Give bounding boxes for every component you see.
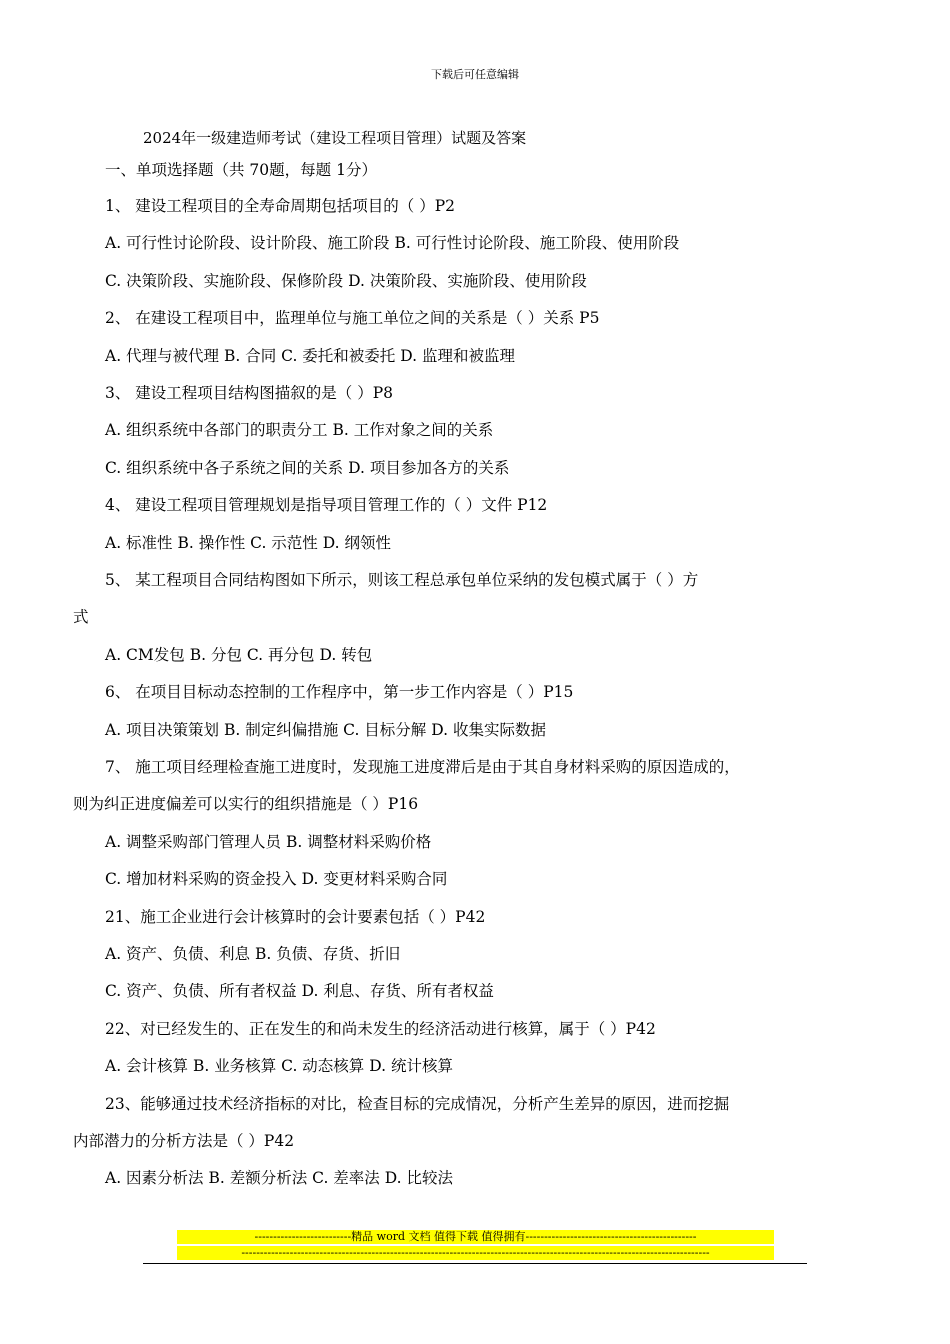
footer-banner-text: --------------------------精品 word 文档 值得下载 值得拥有---------------------------------------------- <box>177 1230 774 1244</box>
question-line: C. 组织系统中各子系统之间的关系 D. 项目参加各方的关系 <box>105 459 510 477</box>
question-line: A. 项目决策策划 B. 制定纠偏措施 C. 目标分解 D. 收集实际数据 <box>105 721 546 739</box>
question-continuation: 式 <box>73 608 89 626</box>
question-line: C. 增加材料采购的资金投入 D. 变更材料采购合同 <box>105 870 448 888</box>
question-line: A. 组织系统中各部门的职责分工 B. 工作对象之间的关系 <box>105 421 494 439</box>
question-continuation: 则为纠正进度偏差可以实行的组织措施是（ ）P16 <box>73 795 419 813</box>
question-line: C. 资产、负债、所有者权益 D. 利息、存货、所有者权益 <box>105 982 494 1000</box>
question-continuation: 内部潜力的分析方法是（ ）P42 <box>73 1132 295 1150</box>
question-line: 22、对已经发生的、正在发生的和尚未发生的经济活动进行核算，属于（ ）P42 <box>105 1020 656 1038</box>
question-line: A. 因素分析法 B. 差额分析法 C. 差率法 D. 比较法 <box>105 1169 453 1187</box>
question-line: A. 调整采购部门管理人员 B. 调整材料采购价格 <box>105 833 432 851</box>
footer-divider <box>143 1263 807 1264</box>
question-line: 3、 建设工程项目结构图描叙的是（ ）P8 <box>105 384 394 402</box>
question-line: 23、能够通过技术经济指标的对比，检查目标的完成情况，分析产生差异的原因，进而挖掘 <box>105 1095 730 1113</box>
question-line: A. 标准性 B. 操作性 C. 示范性 D. 纲领性 <box>105 534 391 552</box>
question-line: 2、 在建设工程项目中，监理单位与施工单位之间的关系是（ ）关系 P5 <box>105 309 600 327</box>
question-line: 6、 在项目目标动态控制的工作程序中，第一步工作内容是（ ）P15 <box>105 683 574 701</box>
page-header-note: 下载后可任意编辑 <box>431 68 519 81</box>
question-line: A. CM发包 B. 分包 C. 再分包 D. 转包 <box>105 646 373 664</box>
question-line: 5、 某工程项目合同结构图如下所示，则该工程总承包单位采纳的发包模式属于（ ）方 <box>105 571 699 589</box>
question-line: 4、 建设工程项目管理规划是指导项目管理工作的（ ）文件 P12 <box>105 496 548 514</box>
section-heading: 一、单项选择题（共 70题，每题 1分） <box>105 161 377 179</box>
question-line: 21、施工企业进行会计核算时的会计要素包括（ ）P42 <box>105 908 486 926</box>
question-line: A. 会计核算 B. 业务核算 C. 动态核算 D. 统计核算 <box>105 1057 453 1075</box>
question-line: A. 可行性讨论阶段、设计阶段、施工阶段 B. 可行性讨论阶段、施工阶段、使用阶段 <box>105 234 680 252</box>
question-line: A. 资产、负债、利息 B. 负债、存货、折旧 <box>105 945 401 963</box>
question-line: 1、 建设工程项目的全寿命周期包括项目的（ ）P2 <box>105 197 456 215</box>
question-line: A. 代理与被代理 B. 合同 C. 委托和被委托 D. 监理和被监理 <box>105 347 515 365</box>
footer-banner-dashes: ------------------------------------------------------------------------------------------------------------------------------ <box>177 1246 774 1260</box>
document-title: 2024年一级建造师考试（建设工程项目管理）试题及答案 <box>143 129 527 147</box>
question-line: C. 决策阶段、实施阶段、保修阶段 D. 决策阶段、实施阶段、使用阶段 <box>105 272 587 290</box>
question-line: 7、 施工项目经理检查施工进度时，发现施工进度滞后是由于其自身材料采购的原因造成的， <box>105 758 740 776</box>
